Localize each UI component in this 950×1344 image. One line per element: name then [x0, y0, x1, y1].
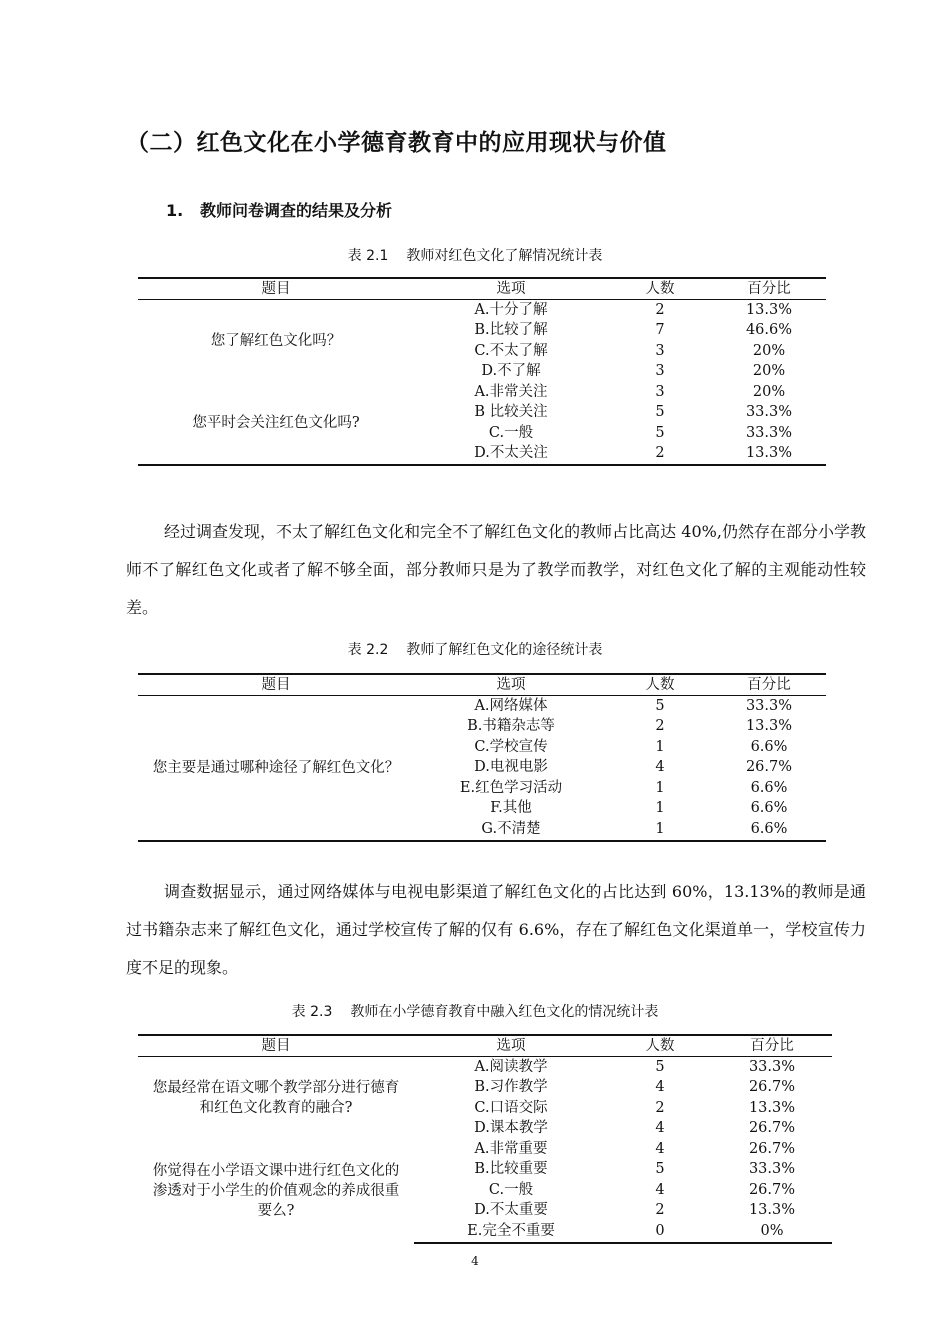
subsection-number: 1. [166, 201, 184, 220]
option-cell: G.不清楚 [414, 819, 608, 841]
subsection-title [166, 198, 392, 221]
percent-cell: 20% [752, 383, 786, 400]
percent-cell: 0% [712, 1221, 832, 1243]
percent-cell: 33.3% [748, 1058, 796, 1075]
count-cell: 2 [655, 301, 665, 318]
count-cell: 3 [655, 342, 665, 359]
header-cell: 百分比 [712, 674, 826, 696]
table3-caption-title: 教师在小学德育教育中融入红色文化的情况统计表 [350, 1004, 659, 1020]
percent-cell: 26.7% [748, 1120, 796, 1137]
table-row [138, 300, 826, 321]
subsection-text: 教师问卷调查的结果及分析 [200, 201, 393, 220]
count-cell: 1 [655, 738, 665, 755]
count-cell: 2 [655, 1099, 665, 1116]
header-cell: 人数 [608, 278, 712, 300]
page-number: 4 [471, 1254, 479, 1268]
table1-caption [0, 245, 950, 265]
count-cell: 1 [655, 779, 665, 796]
paragraph-1: 经过调查发现，不太了解红色文化和完全不了解红色文化的教师占比高达 40%,仍然存在部分小学教师不了解红色文化或者了解不够全面，部分教师只是为了教学而教学，对红色文化了解的主观能动性较差。 [126, 522, 866, 617]
option-cell: B.习作教学 [474, 1079, 548, 1096]
percent-cell: 13.3% [745, 301, 793, 318]
header-cell: 选项 [414, 674, 608, 696]
option-cell: C.口语交际 [474, 1099, 548, 1116]
table2-caption [0, 639, 950, 659]
percent-cell: 26.7% [748, 1140, 796, 1157]
percent-cell: 26.7% [745, 759, 793, 776]
option-cell: A.阅读教学 [474, 1058, 548, 1075]
option-cell: B 比较关注 [474, 404, 548, 421]
option-cell: A.非常关注 [474, 383, 548, 400]
percent-cell: 26.7% [748, 1181, 796, 1198]
option-cell: A.十分了解 [474, 301, 548, 318]
percent-cell: 6.6% [750, 779, 788, 796]
percent-cell: 6.6% [750, 800, 788, 817]
table3-caption-no: 表 2.3 [291, 1004, 333, 1020]
option-cell: D.不太重要 [474, 1202, 548, 1219]
count-cell: 4 [655, 1181, 665, 1198]
option-cell: B.书籍杂志等 [467, 718, 555, 735]
option-cell: F.其他 [490, 800, 532, 817]
table3 [138, 1034, 832, 1244]
percent-cell: 46.6% [745, 322, 793, 339]
table-row [138, 382, 826, 403]
option-cell: B.比较了解 [474, 322, 548, 339]
table-row [138, 1057, 832, 1078]
header-cell: 百分比 [712, 1035, 832, 1057]
option-cell: C.学校宣传 [474, 738, 548, 755]
percent-cell: 33.3% [745, 404, 793, 421]
section-title: （二）红色文化在小学德育教育中的应用现状与价值 [126, 130, 667, 156]
header-cell: 题目 [138, 1035, 414, 1057]
option-cell: D.课本教学 [474, 1120, 548, 1137]
percent-cell: 6.6% [750, 738, 788, 755]
option-cell: C.一般 [488, 1181, 534, 1198]
option-cell: D.不太关注 [414, 444, 608, 466]
percent-cell: 33.3% [748, 1161, 796, 1178]
count-cell: 4 [655, 759, 665, 776]
option-cell: E.完全不重要 [414, 1221, 608, 1243]
percent-cell: 20% [752, 363, 786, 380]
count-cell: 2 [655, 1202, 665, 1219]
header-cell: 百分比 [712, 278, 826, 300]
question-cell: 您主要是通过哪种途径了解红色文化？ [138, 696, 414, 841]
count-cell: 1 [655, 800, 665, 817]
count-cell: 5 [655, 404, 665, 421]
percent-cell: 13.3% [748, 1202, 796, 1219]
header-cell: 人数 [608, 1035, 712, 1057]
option-cell: C.不太了解 [474, 342, 548, 359]
paragraph-2: 调查数据显示，通过网络媒体与电视电影渠道了解红色文化的占比达到 60%，13.13%的教师是通过书籍杂志来了解红色文化，通过学校宣传了解的仅有 6.6%，存在了解红色文化渠道单一，学校宣传力度不足的现象。 [126, 882, 866, 977]
count-cell: 5 [655, 697, 665, 714]
percent-cell: 13.3% [712, 444, 826, 466]
percent-cell: 13.3% [745, 718, 793, 735]
table3-caption [0, 1001, 950, 1021]
table1 [138, 277, 826, 466]
question-cell: 您了解红色文化吗？ [210, 333, 342, 349]
table2-caption-title: 教师了解红色文化的途径统计表 [406, 642, 603, 658]
table-row [138, 1139, 832, 1160]
table2 [138, 673, 826, 842]
percent-cell: 20% [752, 342, 786, 359]
percent-cell: 6.6% [712, 819, 826, 841]
header-cell: 题目 [138, 674, 414, 696]
header-cell: 选项 [414, 278, 608, 300]
option-cell: D.电视电影 [474, 759, 548, 776]
table1-caption-no: 表 2.1 [347, 248, 389, 264]
header-cell: 题目 [138, 278, 414, 300]
option-cell: A.网络媒体 [474, 697, 548, 714]
count-cell: 2 [655, 718, 665, 735]
count-cell: 0 [608, 1221, 712, 1243]
count-cell: 3 [655, 383, 665, 400]
count-cell: 2 [608, 444, 712, 466]
table-row [138, 696, 826, 717]
option-cell: D.不了解 [481, 363, 541, 380]
option-cell: B.比较重要 [474, 1161, 548, 1178]
percent-cell: 33.3% [745, 424, 793, 441]
count-cell: 5 [655, 1161, 665, 1178]
question-cell: 您平时会关注红色文化吗? [138, 382, 414, 465]
count-cell: 3 [655, 363, 665, 380]
table2-caption-no: 表 2.2 [347, 642, 389, 658]
count-cell: 7 [655, 322, 665, 339]
option-cell: C.一般 [488, 424, 534, 441]
option-cell: A.非常重要 [474, 1140, 548, 1157]
count-cell: 5 [655, 1058, 665, 1075]
question-cell: 您最经常在语文哪个教学部分进行德育和红色文化教育的融合? [152, 1080, 400, 1116]
count-cell: 4 [655, 1120, 665, 1137]
header-cell: 选项 [414, 1035, 608, 1057]
table1-caption-title: 教师对红色文化了解情况统计表 [406, 248, 603, 264]
percent-cell: 26.7% [748, 1079, 796, 1096]
option-cell: E.红色学习活动 [459, 779, 563, 796]
header-cell: 人数 [608, 674, 712, 696]
count-cell: 4 [655, 1140, 665, 1157]
count-cell: 1 [608, 819, 712, 841]
percent-cell: 13.3% [748, 1099, 796, 1116]
count-cell: 5 [655, 424, 665, 441]
percent-cell: 33.3% [745, 697, 793, 714]
question-cell: 你觉得在小学语文课中进行红色文化的渗透对于小学生的价值观念的养成很重要么? [152, 1162, 400, 1219]
count-cell: 4 [655, 1079, 665, 1096]
